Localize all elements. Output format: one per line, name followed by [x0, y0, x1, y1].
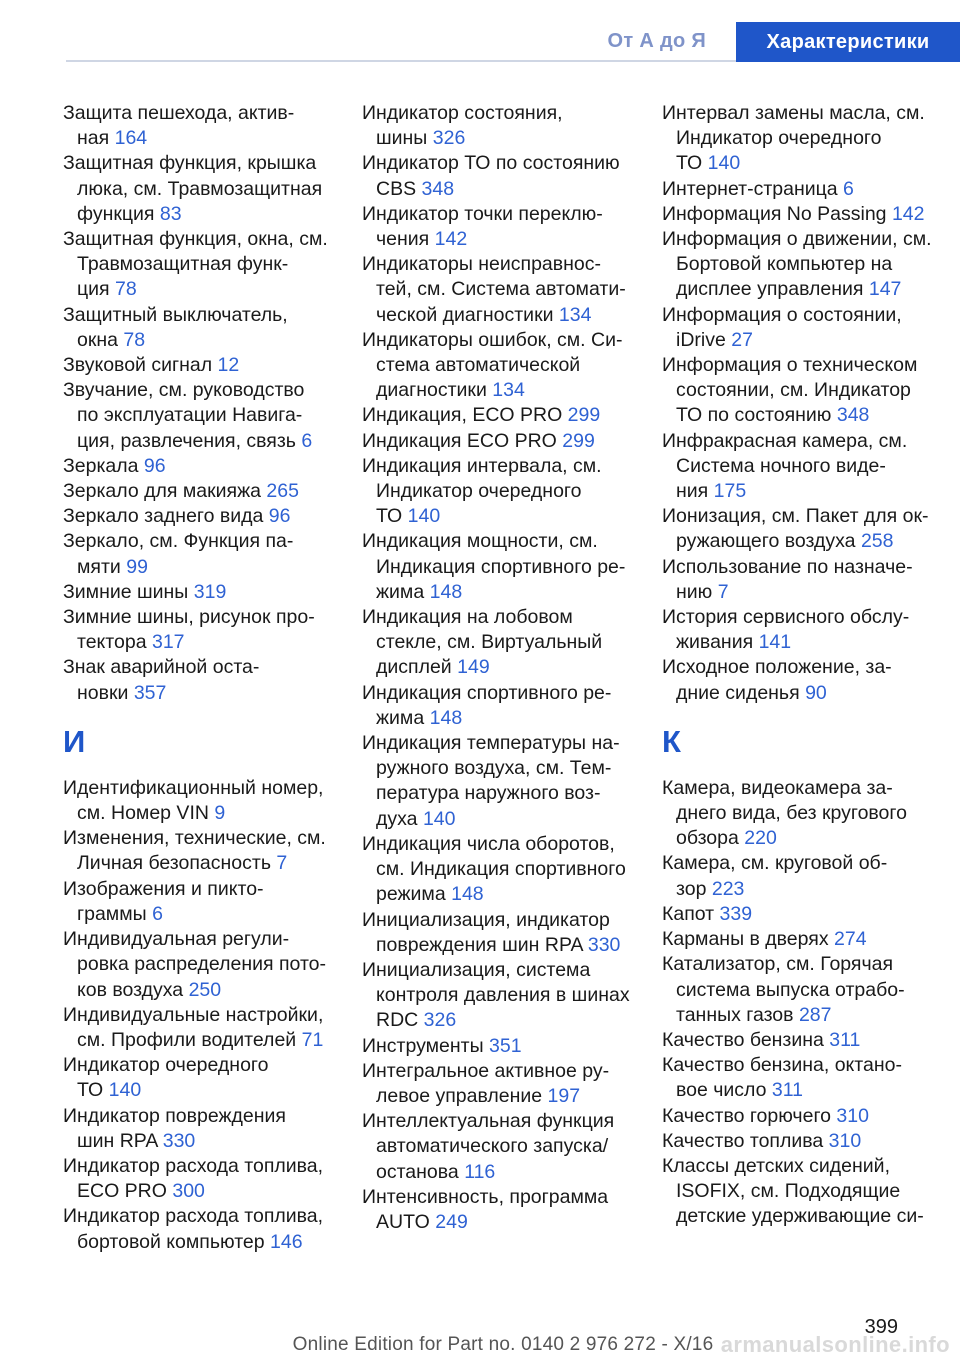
page-link[interactable]: 9	[214, 802, 226, 825]
index-entry	[63, 378, 353, 454]
page-link[interactable]: 71	[301, 1028, 324, 1051]
section-label[interactable]: От А до Я	[607, 29, 706, 52]
page-link[interactable]: 142	[434, 228, 468, 251]
index-entry	[63, 504, 353, 529]
entry-text: Зимние шины	[63, 580, 189, 603]
entry-text: Качество бензина	[662, 1028, 824, 1051]
entry-text: Индикатор повреждения	[63, 1104, 286, 1127]
entry-text: Изображения и пикто-	[63, 877, 264, 900]
page-link[interactable]: 146	[270, 1230, 303, 1253]
entry-text: Индикация на лобовом	[362, 606, 573, 629]
index-entry	[362, 908, 652, 958]
entry-text: детские удерживающие си-	[676, 1205, 924, 1228]
index-entry	[63, 1154, 353, 1204]
entry-text: ция	[77, 278, 110, 301]
page-link[interactable]: 7	[717, 580, 729, 603]
entry-text: ружного воздуха, см. Тем-	[376, 757, 612, 780]
entry-text: Индикатор расхода топлива,	[63, 1205, 324, 1228]
page-link[interactable]: 250	[188, 978, 222, 1001]
entry-text: Индикация числа оборотов,	[362, 832, 615, 855]
entry-text: Знак аварийной оста-	[63, 656, 260, 679]
entry-text: Зеркало, см. Функция па-	[63, 530, 294, 553]
index-entry	[662, 1154, 952, 1230]
entry-text: Качество топлива	[662, 1129, 824, 1152]
entry-text: обзора	[676, 827, 739, 850]
index-column-1	[63, 101, 353, 1255]
entry-text: тектора	[77, 631, 147, 654]
chapter-tab[interactable]: Характеристики	[736, 22, 960, 62]
entry-text: вое число	[676, 1079, 767, 1102]
entry-text: iDrive	[676, 328, 726, 351]
entry-text: История сервисного обслу-	[662, 606, 910, 629]
index-entry	[63, 454, 353, 479]
index-entry	[362, 1059, 652, 1109]
page-link[interactable]: 116	[464, 1160, 496, 1183]
page-link[interactable]: 96	[268, 505, 291, 528]
index-entry	[662, 101, 952, 177]
page-link[interactable]: 317	[151, 631, 185, 654]
entry-text: граммы	[77, 902, 147, 925]
entry-text: Идентификационный номер,	[63, 776, 324, 799]
page-link[interactable]: 148	[429, 706, 463, 729]
index-entry	[662, 605, 952, 655]
page-link[interactable]: 300	[172, 1180, 205, 1203]
page-link[interactable]: 326	[423, 1009, 457, 1032]
index-entry	[662, 202, 952, 227]
entry-text: Капот	[662, 902, 715, 925]
page-link[interactable]: 220	[744, 827, 777, 850]
entry-text: Качество бензина, октано-	[662, 1054, 902, 1077]
entry-text: Индикация интервала, см.	[362, 454, 602, 477]
entry-text: Индикаторы неисправнос-	[362, 253, 601, 276]
entry-text: ТО	[77, 1079, 104, 1102]
entry-text: Интернет-страница	[662, 177, 838, 200]
entry-text: Классы детских сидений,	[662, 1154, 890, 1177]
index-entry	[63, 151, 353, 227]
entry-text: Звуковой сигнал	[63, 354, 213, 377]
page-link[interactable]: 348	[836, 404, 870, 427]
page-link[interactable]: 140	[108, 1079, 142, 1102]
entry-text: Защита пешехода, актив-	[63, 102, 295, 124]
page-link[interactable]: 83	[159, 202, 182, 225]
index-entry	[662, 1104, 952, 1129]
entry-text: см. Номер VIN	[77, 802, 209, 825]
page-link[interactable]: 223	[711, 877, 745, 900]
index-entry	[662, 303, 952, 353]
index-entry	[662, 927, 952, 952]
entry-text: новки	[77, 681, 129, 704]
entry-text: Инструменты	[362, 1034, 484, 1057]
entry-text: Зеркало для макияжа	[63, 480, 261, 503]
page-link[interactable]: 140	[707, 152, 741, 175]
index-entry	[63, 927, 353, 1003]
page-link[interactable]: 27	[731, 328, 753, 351]
entry-text: чения	[376, 228, 430, 251]
index-entry	[362, 832, 652, 908]
entry-text: Зеркало заднего вида	[63, 505, 264, 528]
entry-text: Индикация спортивного ре-	[376, 555, 626, 578]
index-entry	[63, 227, 353, 303]
entry-text: Система ночного виде-	[676, 454, 886, 477]
entry-text: Защитная функция, крышка	[63, 152, 317, 175]
index-entry	[63, 655, 353, 705]
index-entry	[63, 1053, 353, 1103]
page-link[interactable]: 140	[407, 505, 441, 528]
entry-text: Защитная функция, окна, см.	[63, 228, 328, 251]
entry-text: тей, см. Система автомати-	[376, 278, 626, 301]
entry-text: Индикатор состояния,	[362, 102, 563, 124]
index-entry	[362, 151, 652, 201]
entry-text: Зимние шины, рисунок про-	[63, 606, 315, 629]
page-link[interactable]: 147	[868, 278, 902, 301]
index-entry	[63, 529, 353, 579]
page-link[interactable]: 326	[432, 127, 466, 150]
page-link[interactable]: 141	[758, 631, 792, 654]
entry-text: Интенсивность, программа	[362, 1185, 609, 1208]
index-entry	[362, 101, 652, 151]
page-link[interactable]: 310	[828, 1129, 862, 1152]
index-entry	[662, 227, 952, 303]
entry-text: жима	[376, 706, 425, 729]
index-entry	[362, 1185, 652, 1235]
entry-text: Зеркала	[63, 454, 139, 477]
index-entry	[63, 605, 353, 655]
entry-text: ECO PRO	[77, 1180, 167, 1203]
page-link[interactable]: 134	[492, 379, 525, 402]
entry-text: Защитный выключатель,	[63, 303, 288, 326]
entry-text: пература наружного воз-	[376, 782, 601, 805]
entry-text: автоматического запуска/	[376, 1135, 609, 1158]
page-link[interactable]: 12	[217, 354, 240, 377]
index-entry	[362, 958, 652, 1034]
page-link[interactable]: 330	[162, 1129, 196, 1152]
page-link[interactable]: 287	[798, 1003, 832, 1026]
entry-text: Использование по назначе-	[662, 555, 913, 578]
entry-text: ТО по состоянию	[676, 404, 832, 427]
index-entry	[662, 952, 952, 1028]
entry-text: Индикация, ECO PRO	[362, 404, 563, 427]
page-link[interactable]: 99	[126, 555, 148, 578]
letter-heading: К	[662, 723, 681, 759]
entry-text: Индикатор очередного	[63, 1054, 269, 1077]
page-link[interactable]: 357	[133, 681, 167, 704]
entry-text: днего вида, без кругового	[676, 802, 907, 825]
entry-text: ная	[77, 127, 110, 150]
index-entry	[662, 655, 952, 705]
entry-text: живания	[676, 631, 754, 654]
index-entry	[63, 877, 353, 927]
index-entry	[63, 353, 353, 378]
page-link[interactable]: 164	[114, 127, 148, 150]
entry-text: AUTO	[376, 1210, 430, 1233]
page-link[interactable]: 6	[301, 429, 313, 452]
page-link[interactable]: 310	[836, 1104, 869, 1127]
entry-text: см. Профили водителей	[77, 1028, 297, 1051]
entry-text: система выпуска отрабо-	[676, 978, 905, 1001]
entry-text: ТО	[676, 152, 703, 175]
entry-text: Индикаторы ошибок, см. Си-	[362, 328, 623, 351]
page-link[interactable]: 78	[123, 328, 146, 351]
entry-text: Индикация температуры на-	[362, 732, 620, 755]
entry-text: ков воздуха	[77, 978, 184, 1001]
entry-text: дисплей	[376, 656, 452, 679]
entry-text: см. Индикация спортивного	[376, 858, 626, 881]
index-entry	[662, 1028, 952, 1053]
entry-text: Камера, см. круговой об-	[662, 852, 888, 875]
entry-text: стема автоматической	[376, 354, 581, 377]
index-entry	[662, 429, 952, 505]
index-entry	[63, 1204, 353, 1254]
entry-text: ружающего воздуха	[676, 530, 856, 553]
index-entry	[662, 776, 952, 852]
entry-text: состоянии, см. Индикатор	[676, 379, 911, 402]
index-entry	[63, 580, 353, 605]
entry-text: функция	[77, 202, 155, 225]
index-entry	[662, 1053, 952, 1103]
entry-text: ISOFIX, см. Подходящие	[676, 1180, 901, 1203]
entry-text: Индикация спортивного ре-	[362, 681, 612, 704]
index-column-2	[362, 101, 652, 1235]
edition-note: Online Edition for Part no. 0140 2 976 272 - X/16	[292, 1334, 714, 1355]
entry-text: Личная безопасность	[77, 852, 271, 875]
index-entry	[63, 776, 353, 826]
index-entry	[362, 529, 652, 605]
entry-text: шин RPA	[77, 1129, 158, 1152]
entry-text: бортовой компьютер	[77, 1230, 265, 1253]
index-entry	[362, 1109, 652, 1185]
entry-text: Карманы в дверях	[662, 928, 829, 951]
entry-text: дисплее управления	[676, 278, 864, 301]
index-entry	[662, 353, 952, 429]
entry-text: ния	[676, 480, 709, 503]
index-entry	[362, 202, 652, 252]
index-column-3	[662, 101, 952, 1230]
entry-text: Индивидуальные настройки,	[63, 1003, 324, 1026]
index-entry	[662, 504, 952, 554]
page-link[interactable]: 197	[547, 1084, 581, 1107]
page-link[interactable]: 311	[829, 1028, 861, 1051]
entry-text: диагностики	[376, 379, 487, 402]
index-entry	[63, 479, 353, 504]
entry-text: Ионизация, см. Пакет для ок-	[662, 505, 929, 528]
index-entry	[362, 681, 652, 731]
entry-text: Индикатор очередного	[376, 480, 582, 503]
entry-text: люка, см. Травмозащитная	[77, 177, 323, 200]
page-link[interactable]: 149	[457, 656, 490, 679]
page-link[interactable]: 265	[266, 480, 299, 503]
page-link[interactable]: 351	[489, 1034, 522, 1057]
entry-text: Индикация мощности, см.	[362, 530, 598, 553]
page-link[interactable]: 6	[843, 177, 854, 200]
page-link[interactable]: 6	[152, 902, 163, 925]
entry-text: зор	[676, 877, 707, 900]
index-entry	[362, 328, 652, 404]
page-number: 399	[864, 1316, 898, 1338]
index-entry	[362, 403, 652, 428]
entry-text: окна	[77, 328, 118, 351]
entry-text: Инфракрасная камера, см.	[662, 429, 908, 452]
entry-text: Качество горючего	[662, 1104, 831, 1127]
index-entry	[662, 902, 952, 927]
page-link[interactable]: 148	[429, 580, 463, 603]
entry-text: Бортовой компьютер на	[676, 253, 893, 276]
page-link[interactable]: 299	[562, 429, 595, 452]
entry-text: Камера, видеокамера за-	[662, 776, 893, 799]
letter-heading: И	[63, 723, 86, 759]
entry-text: Индикация ECO PRO	[362, 429, 557, 452]
entry-text: Индикатор расхода топлива,	[63, 1154, 324, 1177]
entry-text: останова	[376, 1160, 459, 1183]
page-link[interactable]: 348	[421, 177, 455, 200]
index-entry	[662, 851, 952, 901]
entry-text: шины	[376, 127, 428, 150]
page-link[interactable]: 339	[719, 902, 753, 925]
page-link[interactable]: 140	[422, 807, 456, 830]
watermark: armanualsonline.info	[720, 1332, 950, 1357]
index-entry	[362, 429, 652, 454]
entry-text: ровка распределения пото-	[77, 953, 326, 976]
entry-text: Информация No Passing	[662, 202, 887, 225]
page-link[interactable]: 148	[451, 883, 484, 906]
entry-text: стекле, см. Виртуальный	[376, 631, 603, 654]
index-entry	[63, 1003, 353, 1053]
index-entry	[63, 1104, 353, 1154]
entry-text: Индивидуальная регули-	[63, 928, 290, 951]
entry-text: по эксплуатации Навига-	[77, 404, 303, 427]
index-entry	[362, 1034, 652, 1059]
entry-text: Индикатор точки переклю-	[362, 202, 603, 225]
entry-text: ция, развлечения, связь	[77, 429, 296, 452]
page-link[interactable]: 96	[143, 454, 166, 477]
index-entry	[662, 177, 952, 202]
entry-text: Информация о техническом	[662, 354, 918, 377]
index-entry	[662, 555, 952, 605]
entry-text: дние сиденья	[676, 681, 800, 704]
entry-text: Индикатор очередного	[676, 127, 882, 150]
page-link[interactable]: 258	[860, 530, 894, 553]
index-entry	[662, 1129, 952, 1154]
entry-text: танных газов	[676, 1003, 794, 1026]
entry-text: нию	[676, 580, 713, 603]
index-entry	[362, 731, 652, 832]
entry-text: Катализатор, см. Горячая	[662, 953, 894, 976]
entry-text: Инициализация, индикатор	[362, 908, 610, 931]
page-link[interactable]: 134	[558, 303, 592, 326]
entry-text: Инициализация, система	[362, 958, 591, 981]
page-link[interactable]: 142	[891, 202, 925, 225]
entry-text: режима	[376, 883, 446, 906]
entry-text: Изменения, технические, см.	[63, 827, 326, 850]
page-link[interactable]: 311	[771, 1079, 804, 1102]
entry-text: повреждения шин RPA	[376, 933, 583, 956]
page-link[interactable]: 78	[115, 278, 137, 301]
entry-text: левое управление	[376, 1084, 543, 1107]
page-link[interactable]: 175	[713, 480, 747, 503]
entry-text: Индикатор ТО по состоянию	[362, 152, 620, 175]
page-link[interactable]: 299	[567, 404, 601, 427]
page-link[interactable]: 274	[834, 928, 867, 951]
entry-text: ТО	[376, 505, 403, 528]
entry-text: Информация о состоянии,	[662, 303, 902, 326]
entry-text: Интеллектуальная функция	[362, 1110, 615, 1133]
entry-text: духа	[376, 807, 418, 830]
entry-text: мяти	[77, 555, 121, 578]
entry-text: Интегральное активное ру-	[362, 1059, 610, 1082]
entry-text: CBS	[376, 177, 417, 200]
index-entry	[362, 252, 652, 328]
page-link[interactable]: 330	[587, 933, 621, 956]
entry-text: Информация о движении, см.	[662, 228, 932, 251]
entry-text: жима	[376, 580, 425, 603]
index-entry	[63, 303, 353, 353]
entry-text: Исходное положение, за-	[662, 656, 892, 679]
page-link[interactable]: 7	[276, 852, 288, 875]
index-entry	[63, 101, 353, 151]
page-link[interactable]: 319	[193, 580, 227, 603]
page-link[interactable]: 90	[805, 681, 827, 704]
entry-text: ческой диагностики	[376, 303, 554, 326]
index-entry	[63, 826, 353, 876]
page-link[interactable]: 249	[435, 1210, 468, 1233]
index-entry	[362, 605, 652, 681]
entry-text: Звучание, см. руководство	[63, 379, 305, 402]
entry-text: Травмозащитная функ-	[77, 253, 289, 276]
entry-text: RDC	[376, 1009, 419, 1032]
entry-text: Интервал замены масла, см.	[662, 102, 925, 124]
index-entry	[362, 454, 652, 530]
entry-text: контроля давления в шинах	[376, 984, 630, 1007]
